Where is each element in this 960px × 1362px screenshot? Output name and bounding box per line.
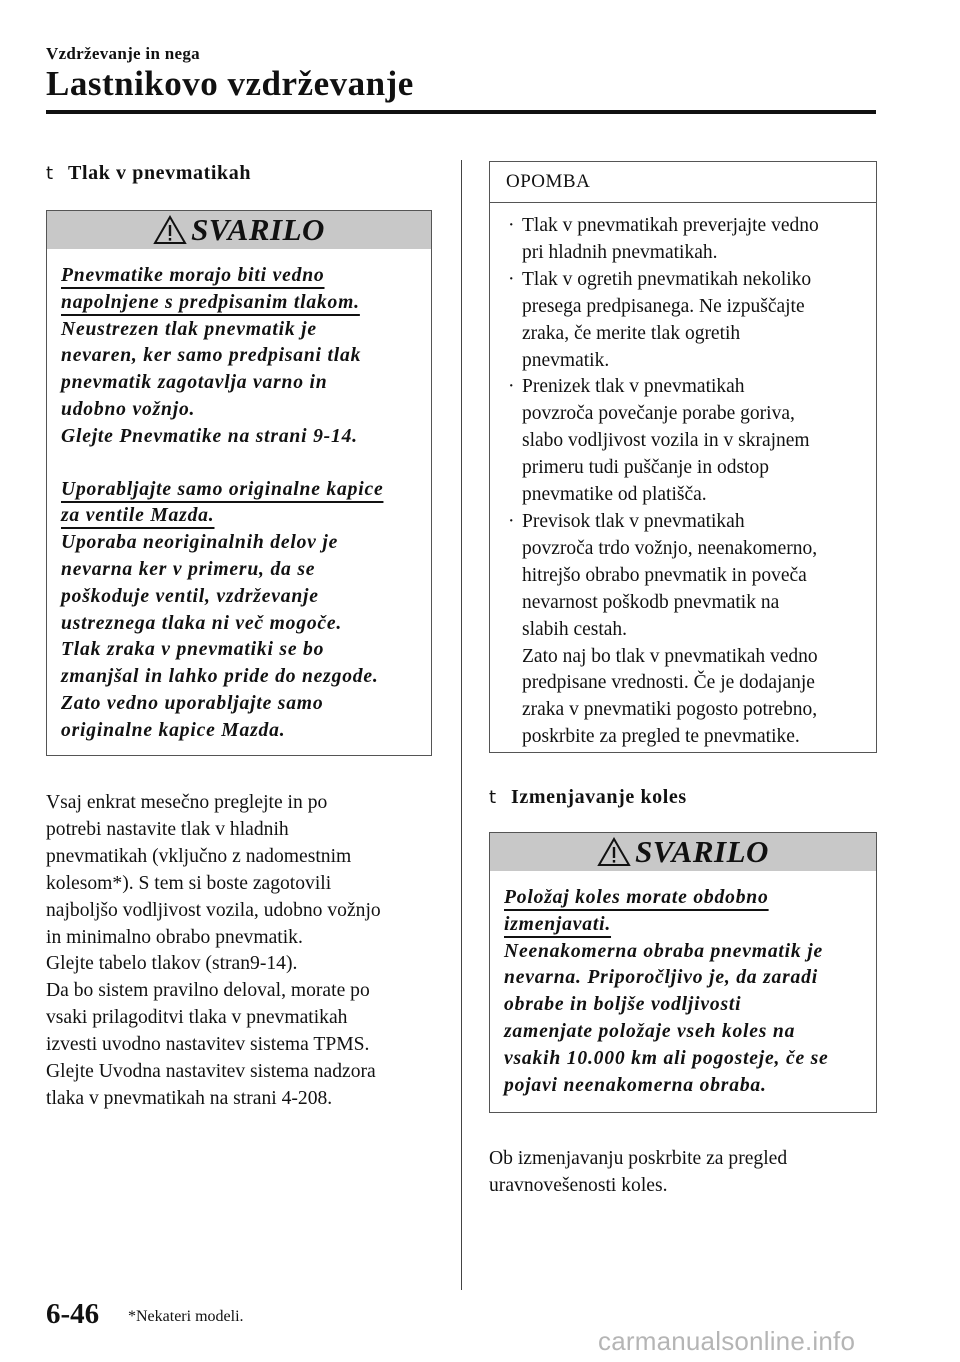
warning-line: originalne kapice Mazda. xyxy=(61,719,286,741)
warning-line: Uporaba neoriginalnih delov je xyxy=(61,532,339,554)
spacer xyxy=(61,451,417,477)
warning-line: obrabe in boljše vodljivosti xyxy=(504,994,742,1016)
warning-line: nevarna. Priporočljivo je, da zaradi xyxy=(504,967,818,989)
note-line: poskrbite za pregled te pnevmatike. xyxy=(522,726,800,748)
paragraph-line: tlaka v pnevmatikah na strani 4-208. xyxy=(46,1087,333,1109)
note-line: Previsok tlak v pnevmatikah xyxy=(522,510,745,532)
warning-header xyxy=(490,833,876,871)
section-heading-tire-pressure xyxy=(46,162,251,185)
watermark: carmanualsonline.info xyxy=(598,1326,856,1356)
paragraph-line: in minimalno obrabo pnevmatik. xyxy=(46,926,303,948)
note-item xyxy=(504,374,864,509)
note-item xyxy=(504,509,864,751)
warning-line: poškoduje ventil, vzdrževanje xyxy=(61,585,319,607)
warning-line: Tlak zraka v pnevmatiki se bo xyxy=(61,639,325,661)
paragraph-line: Glejte Uvodna nastavitev sistema nadzora xyxy=(46,1061,376,1083)
warning-header xyxy=(47,211,431,249)
heading-bullet: t xyxy=(46,163,54,184)
note-item xyxy=(504,267,864,375)
warning-triangle-icon xyxy=(597,837,631,867)
note-line: zraka v pnevmatiki pogosto potrebno, xyxy=(522,699,818,721)
note-line: slabo vodljivost vozila in v skrajnem xyxy=(522,430,810,452)
paragraph-line: pnevmatikah (vključno z nadomestnim xyxy=(46,845,352,867)
paragraph-wheel-balance xyxy=(489,1146,875,1200)
note-line: primeru tudi puščanje in odstop xyxy=(522,457,769,479)
note-line: hitrejšo obrabo pnevmatik in poveča xyxy=(522,564,807,586)
warning-label: SVARILO xyxy=(191,212,325,247)
page-title: Lastnikovo vzdrževanje xyxy=(46,64,414,103)
note-box xyxy=(489,161,877,753)
note-line: pri hladnih pnevmatikah. xyxy=(522,241,718,263)
warning-triangle-icon xyxy=(153,215,187,245)
note-line: pnevmatike od platišča. xyxy=(522,484,707,506)
note-line: Zato naj bo tlak v pnevmatikah vedno xyxy=(522,645,818,667)
warning-line: pojavi neenakomerna obraba. xyxy=(504,1074,767,1096)
warning-line: nevaren, ker samo predpisani tlak xyxy=(61,345,362,367)
note-line: slabih cestah. xyxy=(522,618,628,640)
page-number: 6-46 xyxy=(46,1298,100,1330)
warning-line: nevarna ker v primeru, da se xyxy=(61,558,316,580)
warning-line: vsakih 10.000 km ali pogosteje, če se xyxy=(504,1047,829,1069)
warning-underlined-line: Položaj koles morate obdobno xyxy=(504,887,769,908)
warning-line: Glejte Pnevmatike na strani 9-14. xyxy=(61,425,358,447)
note-bullet: · xyxy=(508,376,515,398)
note-line: Prenizek tlak v pnevmatikah xyxy=(522,376,745,398)
note-line: zraka, če merite tlak ogretih xyxy=(522,322,741,344)
warning-line: Zato vedno uporabljajte samo xyxy=(61,692,324,714)
note-bullet: · xyxy=(508,510,515,532)
section-heading-wheel-rotation xyxy=(489,786,687,809)
warning-line: Neustrezen tlak pnevmatik je xyxy=(61,318,317,340)
warning-box-wheel-rotation xyxy=(489,832,877,1113)
warning-label: SVARILO xyxy=(635,834,769,869)
note-line: povzroča trdo vožnjo, neenakomerno, xyxy=(522,537,818,559)
column-divider xyxy=(461,160,462,1290)
note-line: povzroča povečanje porabe goriva, xyxy=(522,403,795,425)
note-body xyxy=(490,203,876,751)
paragraph-line: vsaki prilagoditvi tlaka v pnevmatikah xyxy=(46,1007,348,1029)
heading-bullet: t xyxy=(489,787,497,808)
note-line: nevarnost poškodb pnevmatik na xyxy=(522,591,780,613)
footnote: *Nekateri modeli. xyxy=(128,1308,244,1325)
paragraph-line: najboljšo vodljivost vozila, udobno vožnjo xyxy=(46,899,381,921)
warning-underlined-line: za ventile Mazda. xyxy=(61,505,215,527)
warning-line: ustreznega tlaka ni več mogoče. xyxy=(61,612,343,634)
paragraph-line: uravnovešenosti koles. xyxy=(489,1174,668,1196)
note-bullet: · xyxy=(508,215,515,236)
warning-underlined-line: Uporabljajte samo originalne kapice xyxy=(61,478,384,500)
paragraph-line: Ob izmenjavanju poskrbite za pregled xyxy=(489,1148,788,1169)
note-item xyxy=(504,213,864,267)
warning-underlined-line: Pnevmatike morajo biti vedno xyxy=(61,265,325,286)
note-bullet: · xyxy=(508,268,515,290)
warning-line: Neenakomerna obraba pnevmatik je xyxy=(504,940,823,962)
warning-underlined-line: napolnjene s predpisanim tlakom. xyxy=(61,291,360,313)
paragraph-line: Da bo sistem pravilno deloval, morate po xyxy=(46,980,370,1002)
warning-line: udobno vožnjo. xyxy=(61,398,196,420)
heading-text: Tlak v pnevmatikah xyxy=(68,162,252,184)
note-line: Tlak v ogretih pnevmatikah nekoliko xyxy=(522,268,812,290)
paragraph-line: potrebi nastavite tlak v hladnih xyxy=(46,818,289,840)
note-line: pnevmatik. xyxy=(522,349,610,371)
warning-underlined-line: izmenjavati. xyxy=(504,913,612,935)
warning-line: zmanjšal in lahko pride do nezgode. xyxy=(61,666,379,688)
note-line: predpisane vrednosti. Če je dodajanje xyxy=(522,672,815,694)
header-rule xyxy=(46,110,876,114)
paragraph-line: Vsaj enkrat mesečno preglejte in po xyxy=(46,792,328,813)
warning-body xyxy=(490,871,876,1113)
paragraph-line: Glejte tabelo tlakov (stran9-14). xyxy=(46,953,298,975)
paragraph-monthly-check xyxy=(46,790,451,1113)
paragraph-line: kolesom*). S tem si boste zagotovili xyxy=(46,872,332,894)
section-label: Vzdrževanje in nega xyxy=(46,44,200,63)
note-line: presega predpisanega. Ne izpuščajte xyxy=(522,295,805,317)
warning-line: pnevmatik zagotavlja varno in xyxy=(61,372,328,394)
warning-box-tire-pressure xyxy=(46,210,432,756)
warning-body xyxy=(47,249,431,759)
note-line: Tlak v pnevmatikah preverjajte vedno xyxy=(522,215,819,236)
warning-line: zamenjate položaje vseh koles na xyxy=(504,1020,796,1042)
paragraph-line: izvesti uvodno nastavitev sistema TPMS. xyxy=(46,1034,370,1056)
note-header: OPOMBA xyxy=(490,162,876,203)
heading-text: Izmenjavanje koles xyxy=(511,786,687,808)
